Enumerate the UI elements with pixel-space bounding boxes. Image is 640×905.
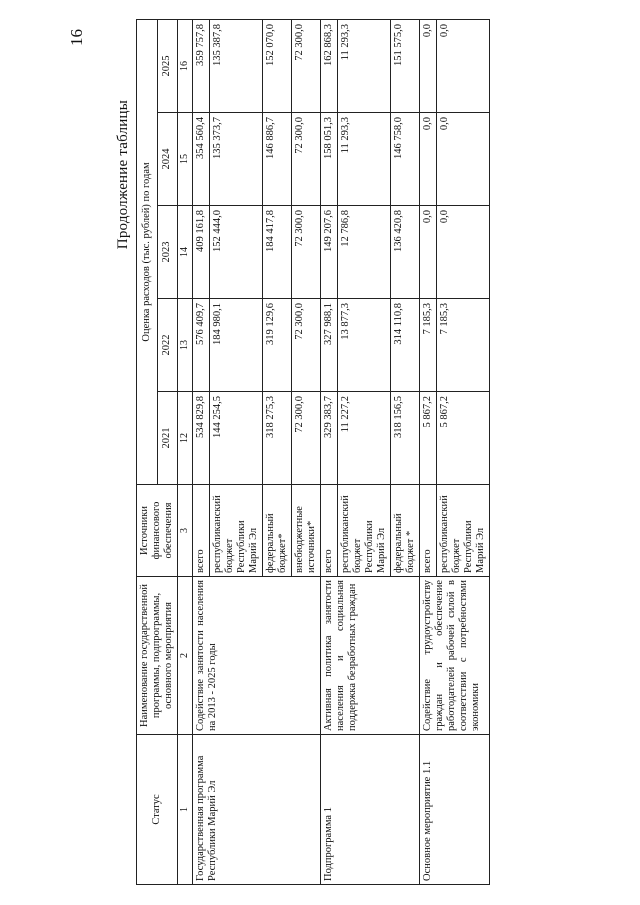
value-cell: 327 988,1: [321, 299, 338, 392]
value-cell: 72 300,0: [292, 113, 321, 206]
column-number: 14: [178, 206, 193, 299]
source-label: республиканский бюджет Республики Марий Эл: [437, 485, 490, 577]
header-year: 2023: [157, 206, 178, 299]
value-cell: 7 185,3: [420, 299, 437, 392]
value-cell: 409 161,8: [193, 206, 210, 299]
value-cell: 11 293,3: [338, 113, 391, 206]
table-row: [193, 20, 210, 885]
value-cell: 354 560,4: [193, 113, 210, 206]
row-status: Подпрограмма 1: [321, 735, 420, 885]
value-cell: 576 409,7: [193, 299, 210, 392]
document-body: [110, 20, 530, 885]
value-cell: 7 185,3: [437, 299, 490, 392]
column-number: 15: [178, 113, 193, 206]
column-number: 3: [178, 485, 193, 577]
value-cell: 136 420,8: [391, 206, 420, 299]
value-cell: 135 373,7: [210, 113, 263, 206]
value-cell: 0,0: [420, 20, 437, 113]
value-cell: 359 757,8: [193, 20, 210, 113]
header-row: [137, 20, 158, 885]
value-cell: 314 110,8: [391, 299, 420, 392]
header-status: Статус: [137, 735, 178, 885]
source-label: федеральный бюджет *: [391, 485, 420, 577]
value-cell: 72 300,0: [292, 392, 321, 485]
source-label: республиканский бюджет Республики Марий Эл: [210, 485, 263, 577]
column-numbers-row: [178, 20, 193, 885]
expenses-table: [136, 19, 490, 885]
value-cell: 149 207,6: [321, 206, 338, 299]
header-name: Наименование государственной программы, подпрограммы, основного мероприятия: [137, 577, 178, 735]
column-number: 12: [178, 392, 193, 485]
value-cell: 158 051,3: [321, 113, 338, 206]
value-cell: 13 877,3: [338, 299, 391, 392]
value-cell: 72 300,0: [292, 299, 321, 392]
value-cell: 151 575,0: [391, 20, 420, 113]
value-cell: 135 387,8: [210, 20, 263, 113]
value-cell: 5 867,2: [437, 392, 490, 485]
row-name: Содействие трудоустройству граждан и обеспечение работодателей рабочей силой в соответствии с потребностями экономики: [420, 577, 490, 735]
value-cell: 0,0: [437, 113, 490, 206]
header-estimate: Оценка расходов (тыс. рублей) по годам: [137, 20, 158, 485]
value-cell: 0,0: [437, 206, 490, 299]
value-cell: 146 758,0: [391, 113, 420, 206]
value-cell: 534 829,8: [193, 392, 210, 485]
header-year: 2024: [157, 113, 178, 206]
header-year: 2021: [157, 392, 178, 485]
source-label: федеральный бюджет*: [263, 485, 292, 577]
source-label: всего: [193, 485, 210, 577]
continuation-title: Продолжение таблицы: [115, 100, 131, 250]
row-name: Содействие занятости населения на 2013 - 2025 годы: [193, 577, 321, 735]
value-cell: 318 156,5: [391, 392, 420, 485]
value-cell: 146 886,7: [263, 113, 292, 206]
value-cell: 11 227,2: [338, 392, 391, 485]
value-cell: 72 300,0: [292, 206, 321, 299]
value-cell: 5 867,2: [420, 392, 437, 485]
value-cell: 152 444,0: [210, 206, 263, 299]
row-name: Активная политика занятости населения и социальная поддержка безработных граждан: [321, 577, 420, 735]
source-label: всего: [321, 485, 338, 577]
value-cell: 72 300,0: [292, 20, 321, 113]
value-cell: 329 383,7: [321, 392, 338, 485]
value-cell: 0,0: [420, 206, 437, 299]
page-number: 16: [67, 29, 86, 46]
value-cell: 11 293,3: [338, 20, 391, 113]
column-number: 2: [178, 577, 193, 735]
source-label: республиканский бюджет Республики Марий Эл: [338, 485, 391, 577]
value-cell: 144 254,5: [210, 392, 263, 485]
column-number: 1: [178, 735, 193, 885]
value-cell: 184 980,1: [210, 299, 263, 392]
value-cell: 0,0: [437, 20, 490, 113]
value-cell: 162 868,3: [321, 20, 338, 113]
value-cell: 318 275,3: [263, 392, 292, 485]
value-cell: 184 417,8: [263, 206, 292, 299]
header-year: 2025: [157, 20, 178, 113]
row-status: Государственная программа Республики Марий Эл: [193, 735, 321, 885]
column-number: 13: [178, 299, 193, 392]
source-label: всего: [420, 485, 437, 577]
value-cell: 0,0: [420, 113, 437, 206]
value-cell: 12 786,8: [338, 206, 391, 299]
value-cell: 319 129,6: [263, 299, 292, 392]
header-year: 2022: [157, 299, 178, 392]
column-number: 16: [178, 20, 193, 113]
header-source: Источники финансового обеспечения: [137, 485, 178, 577]
value-cell: 152 070,0: [263, 20, 292, 113]
table-row: [321, 20, 338, 885]
source-label: внебюджетные источники*: [292, 485, 321, 577]
table-row: [420, 20, 437, 885]
row-status: Основное мероприятие 1.1: [420, 735, 490, 885]
